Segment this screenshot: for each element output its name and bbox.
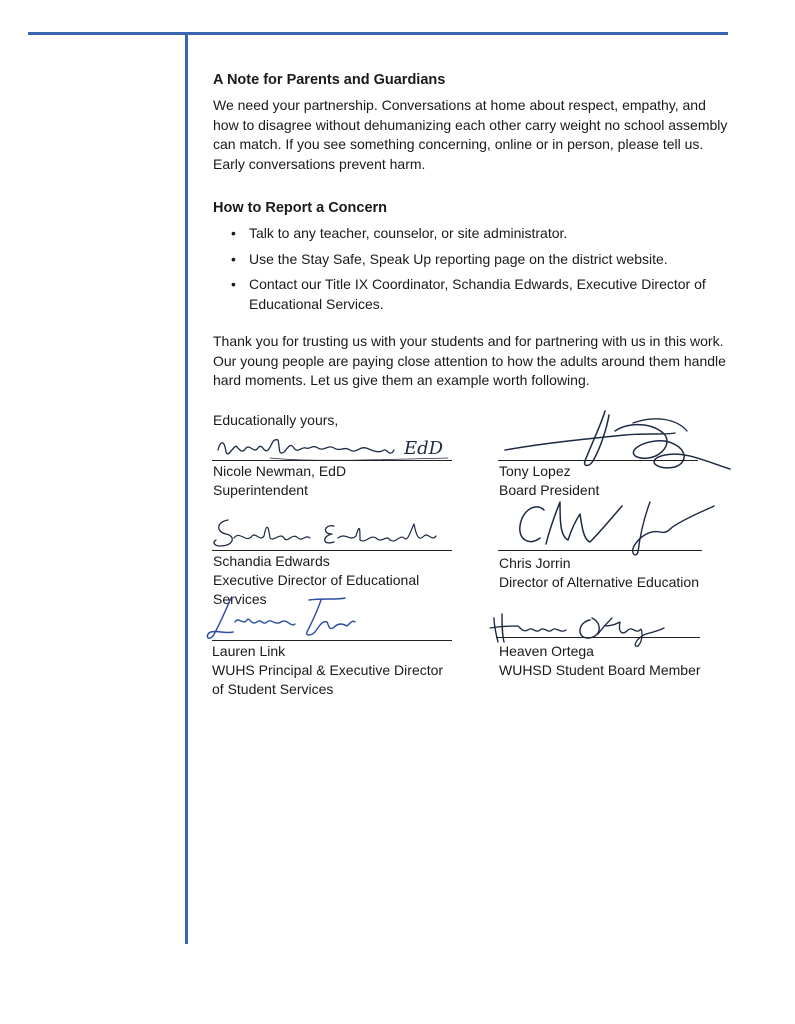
svg-text:EdD: EdD [404, 438, 444, 459]
signature-link [203, 592, 373, 644]
header-rule [28, 32, 728, 35]
letter-body [213, 70, 733, 430]
bullet-icon: • [231, 225, 236, 241]
signatory-newman [213, 462, 453, 500]
note-paragraph: We need your partnership. Conversations at home about respect, empathy, and how to disagree without dehumanizing each other carry weight no school assembly can match. If you see something concerning, online or in person, please tell us. Early conversations prevent harm. [213, 97, 728, 172]
thanks-paragraph: Thank you for trusting us with your students and for partnering with us in this work. Our young people are paying close attention to how the adults around them handle hard moments. Let us give them an example worth following. [213, 333, 726, 388]
signatory-link [212, 642, 452, 699]
signatory-name: Tony Lopez [499, 463, 571, 479]
list-item [213, 250, 733, 270]
signatory-title: Board President [499, 482, 600, 498]
signature-line [212, 460, 452, 461]
closing-line: Educationally yours, [213, 411, 339, 428]
bullet-icon: • [231, 276, 236, 292]
list-item-text: Contact our Title IX Coordinator, Schandia Edwards, Executive Director of Educational Services. [249, 276, 706, 312]
report-list [213, 224, 733, 314]
list-item-text: Use the Stay Safe, Speak Up reporting page on the district website. [249, 250, 668, 267]
signature-edwards [210, 512, 450, 554]
signature-line [498, 460, 698, 461]
signature-line [212, 550, 452, 551]
signatory-name: Schandia Edwards [213, 553, 330, 569]
signatory-title: Executive Director of Educational Services [213, 572, 420, 607]
signatory-name: Chris Jorrin [499, 555, 571, 571]
signatory-jorrin [499, 554, 739, 592]
signature-line [212, 640, 452, 641]
signatory-title-line1: WUHS Principal & Executive Director [212, 662, 444, 678]
signatory-title: WUHSD Student Board Member [499, 662, 701, 678]
signatory-ortega [499, 642, 739, 680]
signature-line [498, 550, 702, 551]
list-item-text: Talk to any teacher, counselor, or site administrator. [249, 225, 568, 241]
report-heading: How to Report a Concern [213, 200, 388, 216]
signatory-title: Director of Alternative Education [499, 574, 699, 590]
note-heading: A Note for Parents and Guardians [213, 72, 446, 88]
signatory-title: Superintendent [213, 482, 308, 498]
signature-line [496, 637, 700, 638]
signatory-name: Nicole Newman, EdD [213, 463, 347, 479]
bullet-icon: • [231, 250, 236, 267]
signature-jorrin [510, 492, 720, 557]
signatory-name: Heaven Ortega [499, 643, 594, 659]
margin-rule [185, 34, 188, 944]
signatory-title-line2: of Student Services [212, 681, 334, 697]
list-item [213, 224, 733, 244]
list-item [213, 275, 733, 314]
signatory-name: Lauren Link [212, 643, 286, 659]
